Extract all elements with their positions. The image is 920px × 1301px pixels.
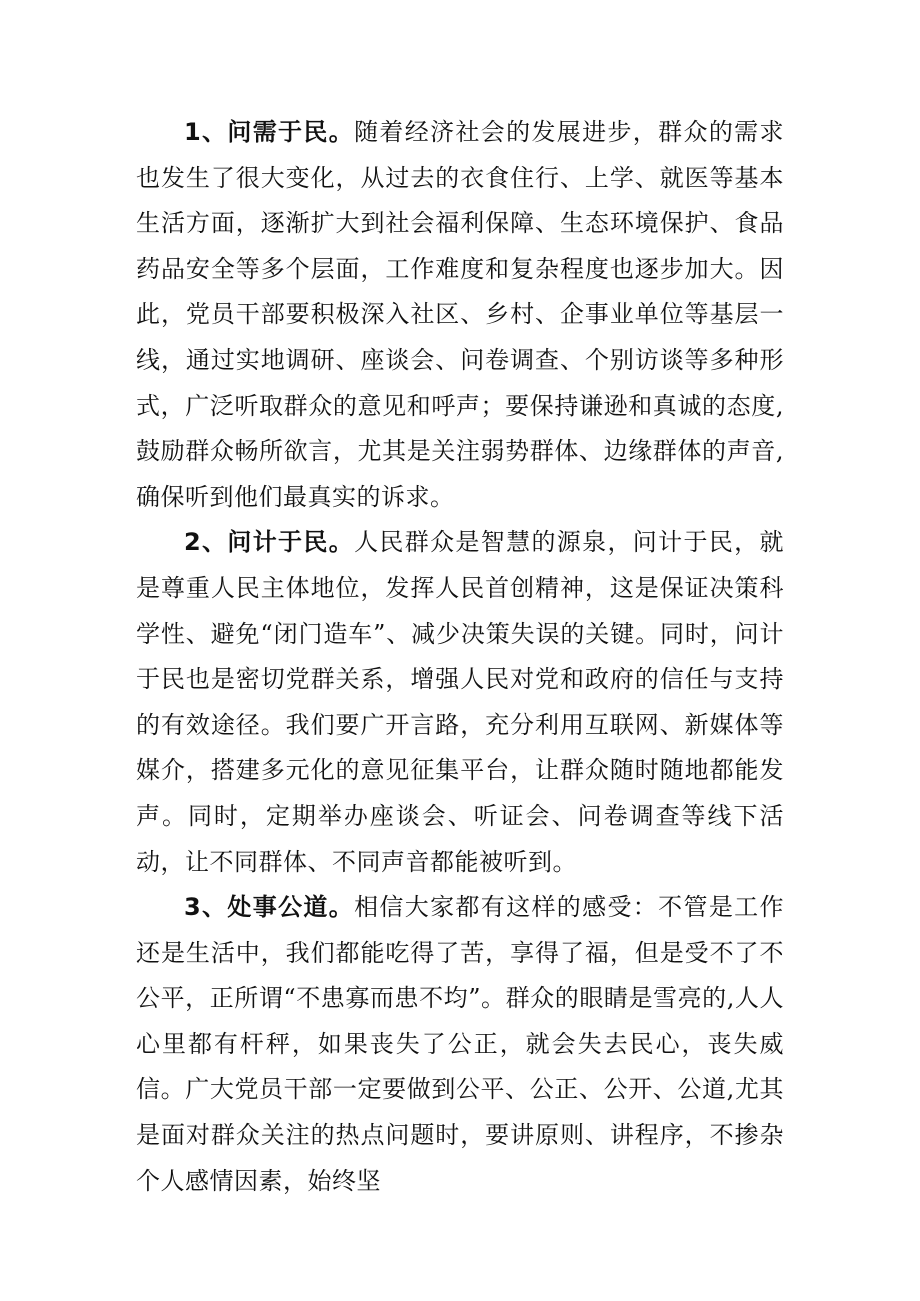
paragraph-2 bbox=[136, 520, 784, 885]
paragraph-3-heading: 3、处事公道。 bbox=[184, 893, 355, 922]
paragraph-2-heading: 2、问计于民。 bbox=[184, 528, 355, 557]
document-page bbox=[136, 110, 784, 1204]
paragraph-1-heading: 1、问需于民。 bbox=[184, 118, 355, 146]
paragraph-3 bbox=[136, 885, 784, 1204]
paragraph-3-body: 相信大家都有这样的感受：不管是工作还是生活中，我们都能吃得了苦，享得了福，但是受不了不公平，正所谓“不患寡而患不均”。群众的眼睛是雪亮的,人人心里都有杆秤，如果丧失了公正，就会失去民心，丧失威信。广大党员干部一定要做到公平、公正、公开、公道,尤其是面对群众关注的热点问题时，要讲原则、讲程序，不掺杂个人感情因素，始终坚 bbox=[136, 893, 785, 1195]
paragraph-1 bbox=[136, 110, 784, 520]
paragraph-2-body: 人民群众是智慧的源泉，问计于民，就是尊重人民主体地位，发挥人民首创精神，这是保证决策科学性、避免“闭门造车”、减少决策失误的关键。同时，问计于民也是密切党群关系，增强人民对党和政府的信任与支持的有效途径。我们要广开言路，充分利用互联网、新媒体等媒介，搭建多元化的意见征集平台，让群众随时随地都能发声。同时，定期举办座谈会、听证会、问卷调查等线下活动，让不同群体、不同声音都能被听到。 bbox=[136, 528, 785, 876]
paragraph-1-body: 随着经济社会的发展进步，群众的需求也发生了很大变化，从过去的衣食住行、上学、就医等基本生活方面，逐渐扩大到社会福利保障、生态环境保护、食品药品安全等多个层面，工作难度和复杂程度也逐步加大。因此，党员干部要积极深入社区、乡村、企事业单位等基层一线，通过实地调研、座谈会、问卷调查、个别访谈等多种形式，广泛听取群众的意见和呼声；要保持谦逊和真诚的态度,鼓励群众畅所欲言，尤其是关注弱势群体、边缘群体的声音,确保听到他们最真实的诉求。 bbox=[136, 118, 785, 511]
